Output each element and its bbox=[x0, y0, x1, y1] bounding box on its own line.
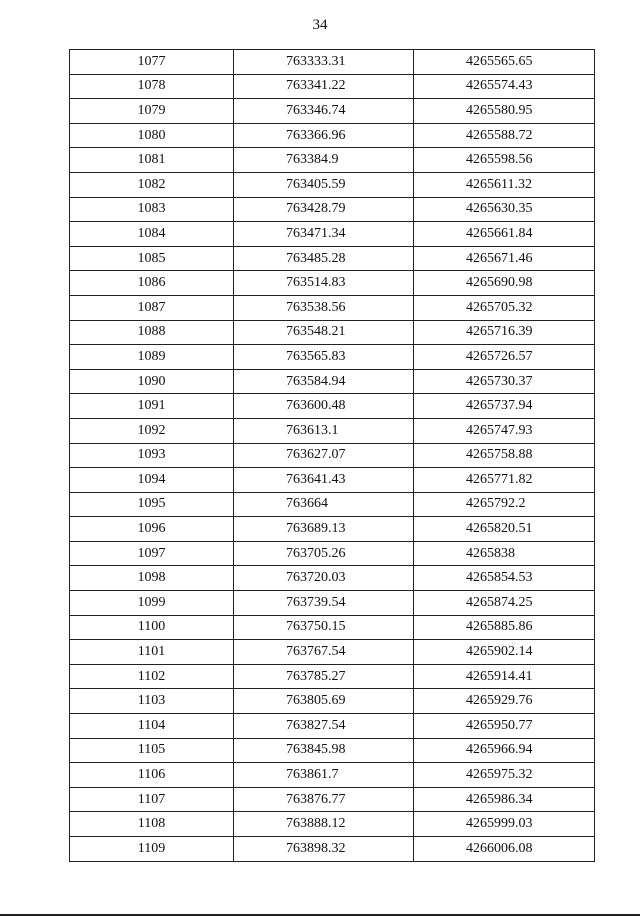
x-coordinate-cell: 763705.26 bbox=[234, 541, 414, 566]
x-coordinate-cell: 763346.74 bbox=[234, 99, 414, 124]
y-coordinate-cell: 4265758.88 bbox=[414, 443, 595, 468]
point-number-cell: 1104 bbox=[70, 714, 234, 739]
table-row bbox=[70, 640, 595, 665]
point-number-cell: 1099 bbox=[70, 591, 234, 616]
table-row bbox=[70, 369, 595, 394]
table-row bbox=[70, 246, 595, 271]
table-row bbox=[70, 295, 595, 320]
point-number-cell: 1080 bbox=[70, 123, 234, 148]
point-number-cell: 1107 bbox=[70, 787, 234, 812]
y-coordinate-cell: 4265820.51 bbox=[414, 517, 595, 542]
page-bottom-edge bbox=[0, 914, 640, 916]
point-number-cell: 1096 bbox=[70, 517, 234, 542]
point-number-cell: 1087 bbox=[70, 295, 234, 320]
point-number-cell: 1081 bbox=[70, 148, 234, 173]
x-coordinate-cell: 763405.59 bbox=[234, 172, 414, 197]
x-coordinate-cell: 763548.21 bbox=[234, 320, 414, 345]
x-coordinate-cell: 763888.12 bbox=[234, 812, 414, 837]
y-coordinate-cell: 4265588.72 bbox=[414, 123, 595, 148]
y-coordinate-cell: 4265902.14 bbox=[414, 640, 595, 665]
y-coordinate-cell: 4265598.56 bbox=[414, 148, 595, 173]
x-coordinate-cell: 763627.07 bbox=[234, 443, 414, 468]
point-number-cell: 1103 bbox=[70, 689, 234, 714]
point-number-cell: 1098 bbox=[70, 566, 234, 591]
y-coordinate-cell: 4265730.37 bbox=[414, 369, 595, 394]
point-number-cell: 1085 bbox=[70, 246, 234, 271]
table-row bbox=[70, 837, 595, 862]
x-coordinate-cell: 763785.27 bbox=[234, 664, 414, 689]
y-coordinate-cell: 4266006.08 bbox=[414, 837, 595, 862]
table-row bbox=[70, 197, 595, 222]
y-coordinate-cell: 4265574.43 bbox=[414, 74, 595, 99]
table-row bbox=[70, 345, 595, 370]
point-number-cell: 1086 bbox=[70, 271, 234, 296]
x-coordinate-cell: 763861.7 bbox=[234, 763, 414, 788]
table-row bbox=[70, 148, 595, 173]
x-coordinate-cell: 763739.54 bbox=[234, 591, 414, 616]
x-coordinate-cell: 763689.13 bbox=[234, 517, 414, 542]
table-row bbox=[70, 517, 595, 542]
table-row bbox=[70, 50, 595, 75]
point-number-cell: 1089 bbox=[70, 345, 234, 370]
x-coordinate-cell: 763767.54 bbox=[234, 640, 414, 665]
y-coordinate-cell: 4265950.77 bbox=[414, 714, 595, 739]
y-coordinate-cell: 4265914.41 bbox=[414, 664, 595, 689]
table-row bbox=[70, 763, 595, 788]
x-coordinate-cell: 763750.15 bbox=[234, 615, 414, 640]
table-row bbox=[70, 418, 595, 443]
x-coordinate-cell: 763805.69 bbox=[234, 689, 414, 714]
y-coordinate-cell: 4265565.65 bbox=[414, 50, 595, 75]
y-coordinate-cell: 4265986.34 bbox=[414, 787, 595, 812]
point-number-cell: 1106 bbox=[70, 763, 234, 788]
table-row bbox=[70, 615, 595, 640]
table-row bbox=[70, 812, 595, 837]
point-number-cell: 1091 bbox=[70, 394, 234, 419]
x-coordinate-cell: 763664 bbox=[234, 492, 414, 517]
x-coordinate-cell: 763720.03 bbox=[234, 566, 414, 591]
table-row bbox=[70, 222, 595, 247]
point-number-cell: 1102 bbox=[70, 664, 234, 689]
table-row bbox=[70, 123, 595, 148]
table-row bbox=[70, 541, 595, 566]
point-number-cell: 1083 bbox=[70, 197, 234, 222]
x-coordinate-cell: 763333.31 bbox=[234, 50, 414, 75]
coordinates-table bbox=[69, 49, 595, 862]
x-coordinate-cell: 763845.98 bbox=[234, 738, 414, 763]
table-row bbox=[70, 664, 595, 689]
table-row bbox=[70, 566, 595, 591]
y-coordinate-cell: 4265771.82 bbox=[414, 468, 595, 493]
point-number-cell: 1090 bbox=[70, 369, 234, 394]
y-coordinate-cell: 4265726.57 bbox=[414, 345, 595, 370]
y-coordinate-cell: 4265874.25 bbox=[414, 591, 595, 616]
y-coordinate-cell: 4265580.95 bbox=[414, 99, 595, 124]
y-coordinate-cell: 4265690.98 bbox=[414, 271, 595, 296]
y-coordinate-cell: 4265737.94 bbox=[414, 394, 595, 419]
point-number-cell: 1101 bbox=[70, 640, 234, 665]
x-coordinate-cell: 763898.32 bbox=[234, 837, 414, 862]
table-row bbox=[70, 689, 595, 714]
point-number-cell: 1079 bbox=[70, 99, 234, 124]
page-number: 34 bbox=[312, 17, 328, 33]
table-row bbox=[70, 738, 595, 763]
y-coordinate-cell: 4265885.86 bbox=[414, 615, 595, 640]
y-coordinate-cell: 4265999.03 bbox=[414, 812, 595, 837]
x-coordinate-cell: 763514.83 bbox=[234, 271, 414, 296]
y-coordinate-cell: 4265716.39 bbox=[414, 320, 595, 345]
point-number-cell: 1105 bbox=[70, 738, 234, 763]
point-number-cell: 1094 bbox=[70, 468, 234, 493]
table-row bbox=[70, 591, 595, 616]
x-coordinate-cell: 763876.77 bbox=[234, 787, 414, 812]
point-number-cell: 1108 bbox=[70, 812, 234, 837]
point-number-cell: 1088 bbox=[70, 320, 234, 345]
x-coordinate-cell: 763600.48 bbox=[234, 394, 414, 419]
y-coordinate-cell: 4265975.32 bbox=[414, 763, 595, 788]
x-coordinate-cell: 763584.94 bbox=[234, 369, 414, 394]
point-number-cell: 1097 bbox=[70, 541, 234, 566]
table-row bbox=[70, 468, 595, 493]
x-coordinate-cell: 763384.9 bbox=[234, 148, 414, 173]
x-coordinate-cell: 763428.79 bbox=[234, 197, 414, 222]
table-row bbox=[70, 271, 595, 296]
point-number-cell: 1100 bbox=[70, 615, 234, 640]
y-coordinate-cell: 4265966.94 bbox=[414, 738, 595, 763]
y-coordinate-cell: 4265747.93 bbox=[414, 418, 595, 443]
x-coordinate-cell: 763471.34 bbox=[234, 222, 414, 247]
table-row bbox=[70, 394, 595, 419]
table-row bbox=[70, 787, 595, 812]
y-coordinate-cell: 4265838 bbox=[414, 541, 595, 566]
x-coordinate-cell: 763565.83 bbox=[234, 345, 414, 370]
x-coordinate-cell: 763366.96 bbox=[234, 123, 414, 148]
x-coordinate-cell: 763341.22 bbox=[234, 74, 414, 99]
y-coordinate-cell: 4265630.35 bbox=[414, 197, 595, 222]
y-coordinate-cell: 4265792.2 bbox=[414, 492, 595, 517]
y-coordinate-cell: 4265671.46 bbox=[414, 246, 595, 271]
point-number-cell: 1078 bbox=[70, 74, 234, 99]
x-coordinate-cell: 763613.1 bbox=[234, 418, 414, 443]
point-number-cell: 1077 bbox=[70, 50, 234, 75]
table-row bbox=[70, 443, 595, 468]
point-number-cell: 1092 bbox=[70, 418, 234, 443]
point-number-cell: 1082 bbox=[70, 172, 234, 197]
y-coordinate-cell: 4265705.32 bbox=[414, 295, 595, 320]
table-row bbox=[70, 74, 595, 99]
table-row bbox=[70, 320, 595, 345]
table-row bbox=[70, 172, 595, 197]
point-number-cell: 1109 bbox=[70, 837, 234, 862]
point-number-cell: 1093 bbox=[70, 443, 234, 468]
y-coordinate-cell: 4265854.53 bbox=[414, 566, 595, 591]
y-coordinate-cell: 4265611.32 bbox=[414, 172, 595, 197]
table-row bbox=[70, 714, 595, 739]
point-number-cell: 1084 bbox=[70, 222, 234, 247]
table-row bbox=[70, 492, 595, 517]
point-number-cell: 1095 bbox=[70, 492, 234, 517]
y-coordinate-cell: 4265929.76 bbox=[414, 689, 595, 714]
x-coordinate-cell: 763641.43 bbox=[234, 468, 414, 493]
table-body bbox=[70, 50, 595, 862]
y-coordinate-cell: 4265661.84 bbox=[414, 222, 595, 247]
x-coordinate-cell: 763538.56 bbox=[234, 295, 414, 320]
x-coordinate-cell: 763485.28 bbox=[234, 246, 414, 271]
x-coordinate-cell: 763827.54 bbox=[234, 714, 414, 739]
table-row bbox=[70, 99, 595, 124]
